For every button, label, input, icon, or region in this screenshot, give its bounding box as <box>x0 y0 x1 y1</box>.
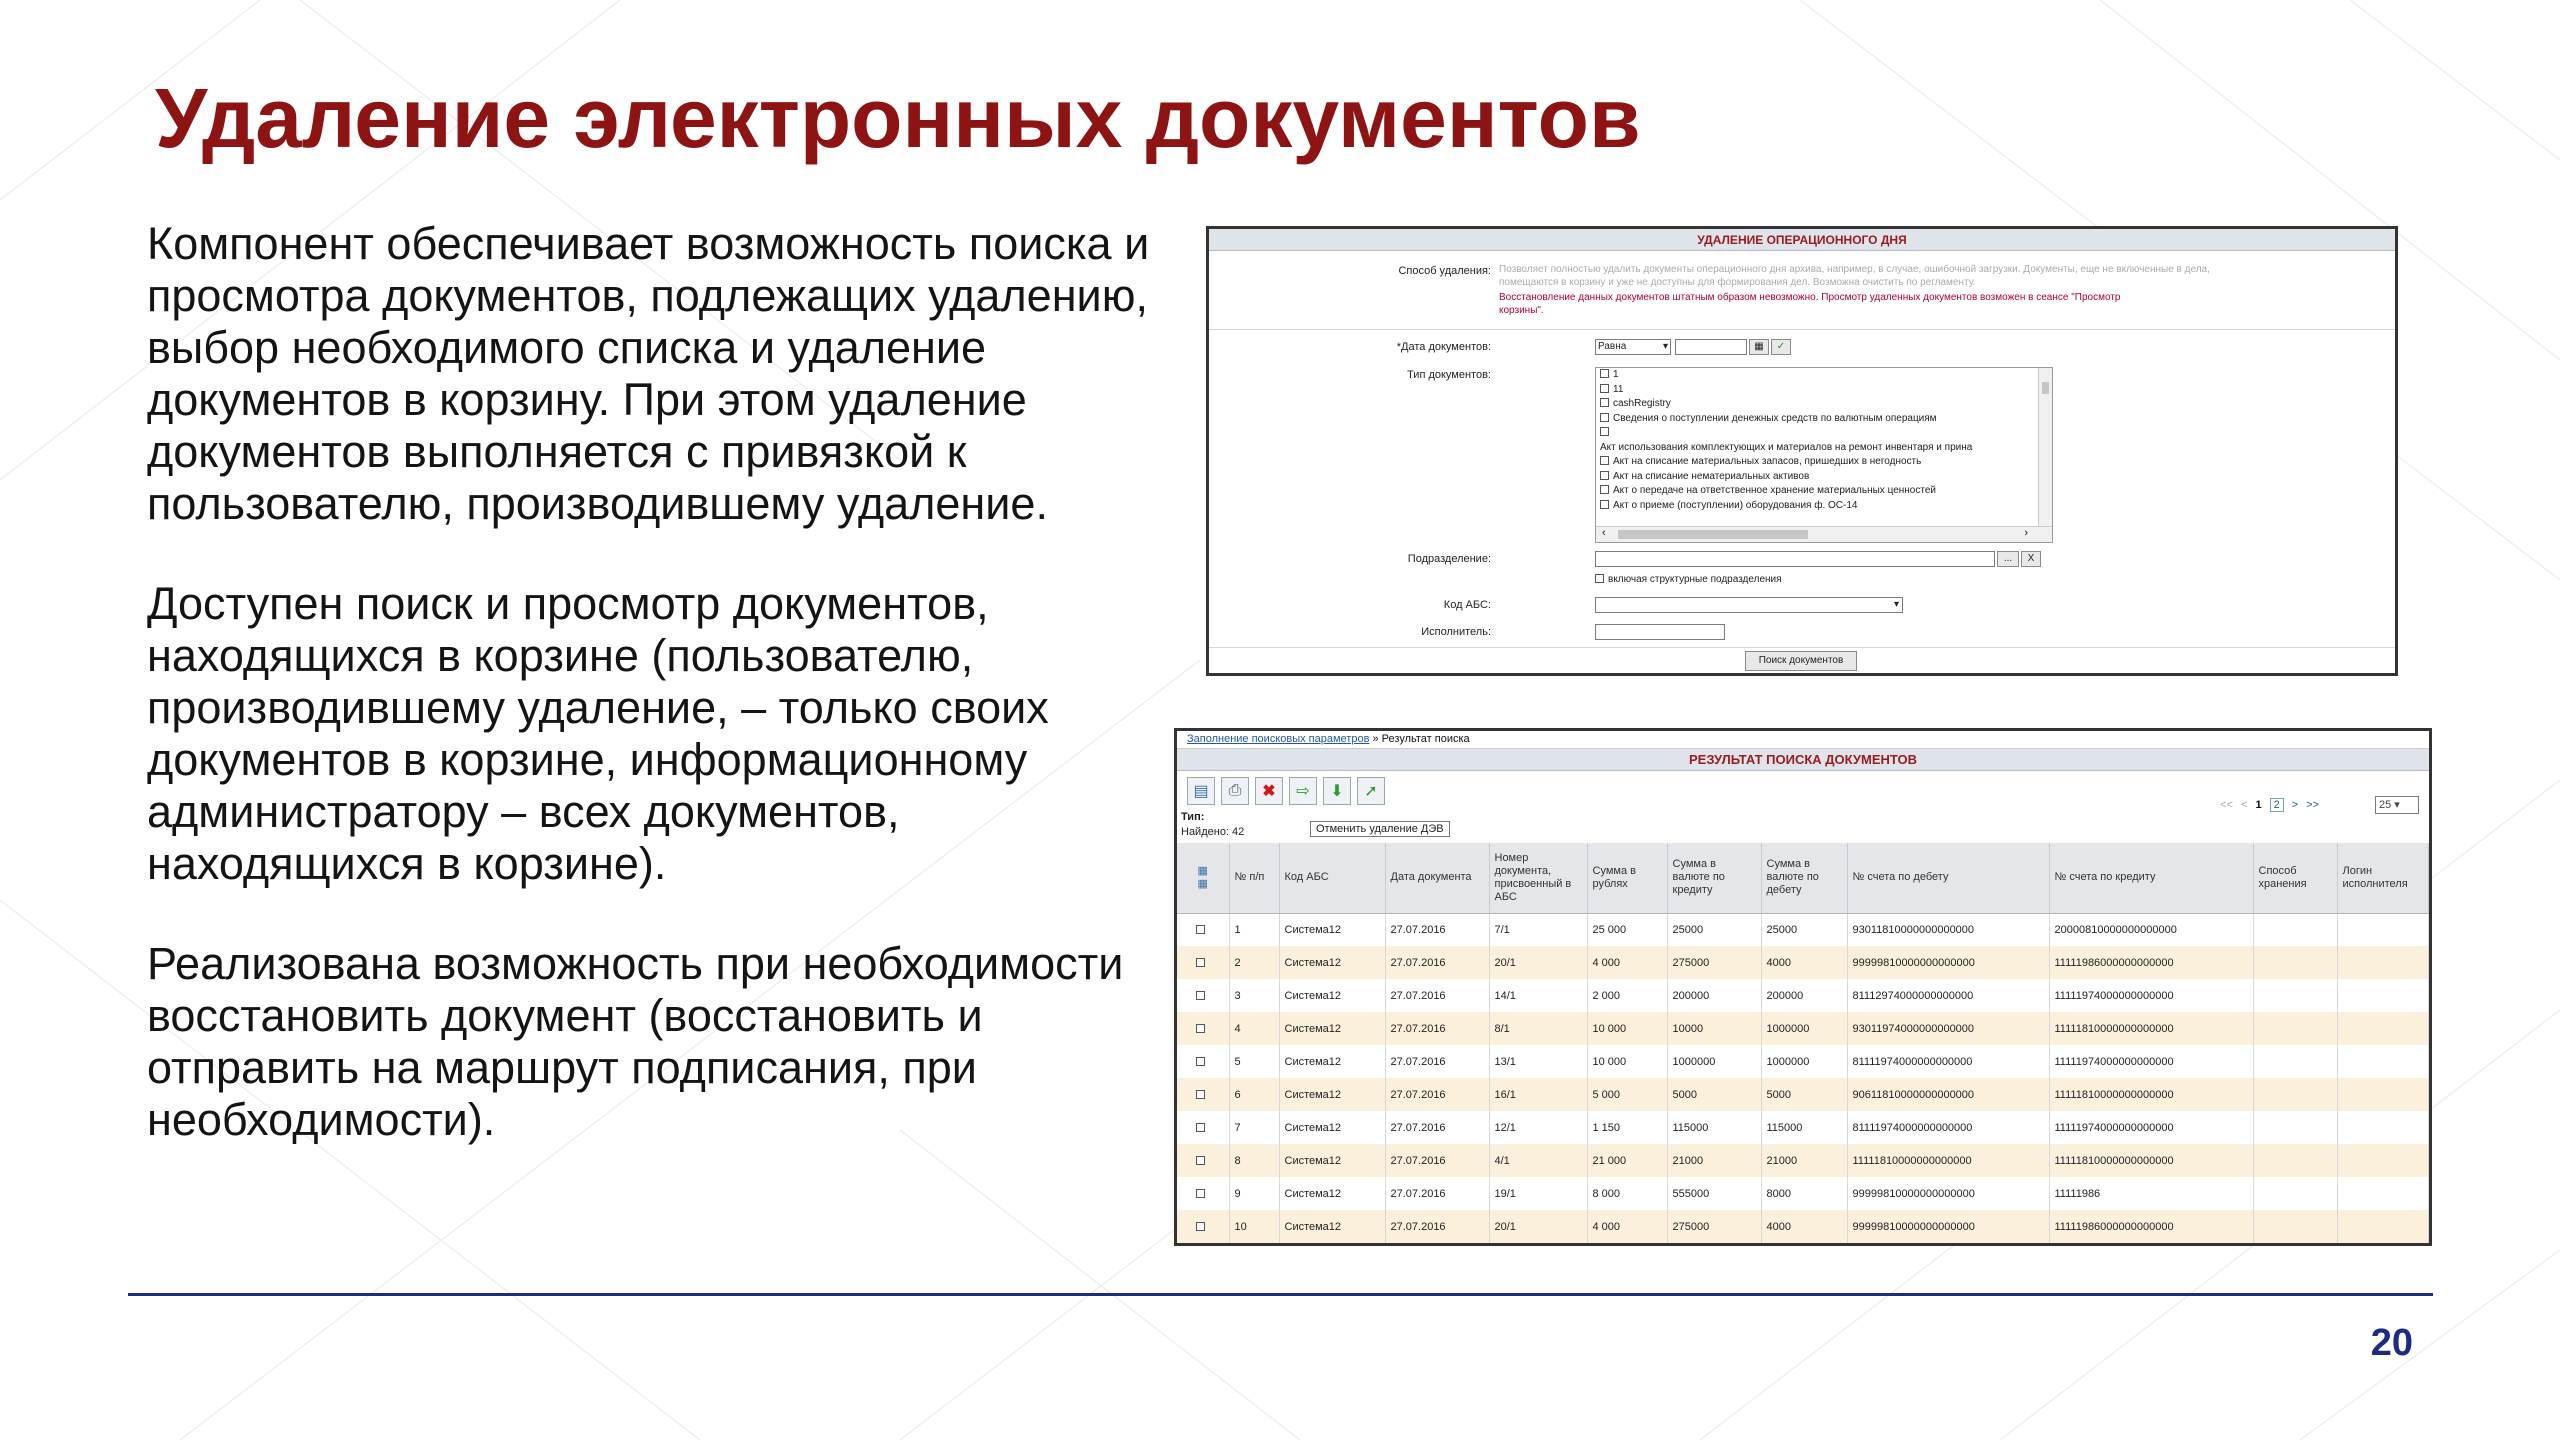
date-mode-select[interactable] <box>1595 339 1671 355</box>
table-cell: Система12 <box>1279 1012 1385 1045</box>
table-cell: 27.07.2016 <box>1385 1111 1489 1144</box>
column-header[interactable]: Сумма в валюте по кредиту <box>1667 843 1761 913</box>
divider <box>1209 329 2395 330</box>
table-cell: Система12 <box>1279 1144 1385 1177</box>
table-cell <box>2337 1144 2429 1177</box>
scroll-thumb[interactable] <box>1618 530 1808 539</box>
method-label: Способ удаления: <box>1398 265 1491 277</box>
table-cell: 4000 <box>1761 1210 1847 1243</box>
table-cell: 11111986000000000000 <box>2049 946 2253 979</box>
paragraph-1: Компонент обеспечивает возможность поиска и просмотра документов, подлежащих удалению, выбор необходимого списка и удаление документов в корзину. При этом удаление документов выполняется с привязкой к пользователю, производившему удаление. <box>147 218 1150 529</box>
row-checkbox[interactable] <box>1196 925 1205 934</box>
doctype-item[interactable]: Акт использования комплектующих и материалов на ремонт инвентаря и прина <box>1600 441 1973 453</box>
send-route-icon[interactable]: ➚ <box>1357 777 1385 805</box>
row-checkbox-cell[interactable] <box>1177 946 1229 979</box>
executor-label: Исполнитель: <box>1421 626 1491 638</box>
column-header[interactable]: Дата документа <box>1385 843 1489 913</box>
row-checkbox[interactable] <box>1196 1024 1205 1033</box>
table-cell <box>2337 1012 2429 1045</box>
doctype-item[interactable]: Акт на списание нематериальных активов <box>1596 470 2052 485</box>
table-cell: 27.07.2016 <box>1385 946 1489 979</box>
doctype-listbox[interactable] <box>1595 367 2053 543</box>
table-cell: 6 <box>1229 1078 1279 1111</box>
table-cell: 115000 <box>1667 1111 1761 1144</box>
table-row[interactable] <box>1177 1078 2429 1111</box>
row-checkbox-cell[interactable] <box>1177 979 1229 1012</box>
table-cell <box>2253 1177 2337 1210</box>
checkbox[interactable] <box>1600 369 1609 378</box>
table-cell: 10 000 <box>1587 1045 1667 1078</box>
table-row[interactable] <box>1177 1012 2429 1045</box>
table-cell: Система12 <box>1279 946 1385 979</box>
table-cell <box>2253 1144 2337 1177</box>
table-cell <box>2337 1210 2429 1243</box>
column-header[interactable]: Логин исполнителя <box>2337 843 2429 913</box>
checkbox[interactable] <box>1600 500 1609 509</box>
table-cell: 275000 <box>1667 946 1761 979</box>
table-cell: 21000 <box>1667 1144 1761 1177</box>
pager <box>2220 796 2419 814</box>
table-cell: 16/1 <box>1489 1078 1587 1111</box>
table-cell <box>2337 1177 2429 1210</box>
vertical-scrollbar[interactable] <box>2038 368 2052 528</box>
table-cell: Система12 <box>1279 1078 1385 1111</box>
table-cell: 5 000 <box>1587 1078 1667 1111</box>
checkbox[interactable] <box>1600 456 1609 465</box>
export-icon[interactable]: ⬇ <box>1323 777 1351 805</box>
breadcrumb-link[interactable]: Заполнение поисковых параметров <box>1187 733 1370 745</box>
table-cell <box>2337 979 2429 1012</box>
table-cell: 12/1 <box>1489 1111 1587 1144</box>
table-cell <box>2253 1045 2337 1078</box>
pager-first[interactable]: << <box>2220 799 2234 811</box>
table-cell: 20/1 <box>1489 946 1587 979</box>
table-cell: 99999810000000000000 <box>1847 1177 2049 1210</box>
table-cell: 81112974000000000000 <box>1847 979 2049 1012</box>
table-cell: 1000000 <box>1761 1012 1847 1045</box>
table-cell: 4000 <box>1761 946 1847 979</box>
pager-last[interactable]: >> <box>2306 799 2319 811</box>
table-cell: 20000810000000000000 <box>2049 913 2253 946</box>
table-cell: 10000 <box>1667 1012 1761 1045</box>
column-header[interactable]: Код АБС <box>1279 843 1385 913</box>
table-cell: 27.07.2016 <box>1385 1012 1489 1045</box>
results-header: РЕЗУЛЬТАТ ПОИСКА ДОКУМЕНТОВ <box>1177 749 2429 771</box>
executor-input[interactable] <box>1595 624 1725 640</box>
delete-day-form-screenshot <box>1206 226 2398 676</box>
paragraph-3: Реализована возможность при необходимости восстановить документ (восстановить и отправить на маршрут подписания, при необходимости). <box>147 938 1124 1145</box>
table-cell: 19/1 <box>1489 1177 1587 1210</box>
row-checkbox[interactable] <box>1196 1156 1205 1165</box>
table-cell: Система12 <box>1279 979 1385 1012</box>
search-documents-button[interactable]: Поиск документов <box>1745 651 1857 671</box>
table-cell: 1 150 <box>1587 1111 1667 1144</box>
row-checkbox[interactable] <box>1196 991 1205 1000</box>
table-cell: 1000000 <box>1667 1045 1761 1078</box>
table-cell: 25000 <box>1667 913 1761 946</box>
table-cell: 4 000 <box>1587 1210 1667 1243</box>
breadcrumb <box>1177 731 2429 749</box>
date-label: *Дата документов: <box>1396 341 1491 353</box>
row-checkbox[interactable] <box>1196 1189 1205 1198</box>
table-cell <box>2337 946 2429 979</box>
table-cell <box>2253 1210 2337 1243</box>
table-cell: 11111810000000000000 <box>2049 1012 2253 1045</box>
print-icon[interactable]: ⎙ <box>1221 777 1249 805</box>
horizontal-scrollbar[interactable] <box>1596 526 2052 542</box>
table-cell: 27.07.2016 <box>1385 979 1489 1012</box>
table-cell: 99999810000000000000 <box>1847 1210 2049 1243</box>
pager-page-1[interactable]: 1 <box>2255 799 2262 811</box>
table-cell: 11111986000000000000 <box>2049 1210 2253 1243</box>
column-header[interactable]: № счета по кредиту <box>2049 843 2253 913</box>
row-checkbox-cell[interactable] <box>1177 1045 1229 1078</box>
breadcrumb-separator: » <box>1372 733 1379 745</box>
form-header: УДАЛЕНИЕ ОПЕРАЦИОННОГО ДНЯ <box>1209 229 2395 251</box>
checkbox[interactable] <box>1600 413 1609 422</box>
table-cell: 7/1 <box>1489 913 1587 946</box>
tooltip: Отменить удаление ДЭВ <box>1310 821 1450 837</box>
table-cell: 81111974000000000000 <box>1847 1111 2049 1144</box>
table-cell: 5 <box>1229 1045 1279 1078</box>
doctype-item[interactable] <box>1596 426 2052 441</box>
table-cell <box>2337 1111 2429 1144</box>
table-cell: 555000 <box>1667 1177 1761 1210</box>
table-cell: Система12 <box>1279 1210 1385 1243</box>
body-text <box>147 218 1187 1194</box>
row-checkbox-cell[interactable] <box>1177 1210 1229 1243</box>
table-cell <box>2253 979 2337 1012</box>
table-cell: 7 <box>1229 1111 1279 1144</box>
pager-next[interactable]: > <box>2291 799 2299 811</box>
table-cell: 11111974000000000000 <box>2049 979 2253 1012</box>
doctype-label: Тип документов: <box>1407 369 1491 381</box>
type-label: Тип: <box>1181 811 1205 823</box>
table-cell: 275000 <box>1667 1210 1761 1243</box>
table-cell: 13/1 <box>1489 1045 1587 1078</box>
doctype-item[interactable]: 1 <box>1596 368 2052 383</box>
table-cell: 8000 <box>1761 1177 1847 1210</box>
abs-select[interactable] <box>1595 597 1903 613</box>
table-cell: 115000 <box>1761 1111 1847 1144</box>
method-note-grey-1: Позволяет полностью удалить документы операционного дня архива, например, в случае, ошибочной загрузки. Документы, еще не включенные в дела, <box>1499 264 2210 275</box>
table-cell: 4 000 <box>1587 946 1667 979</box>
table-cell: 99999810000000000000 <box>1847 946 2049 979</box>
delete-icon[interactable]: ✖ <box>1255 777 1283 805</box>
table-cell <box>2253 946 2337 979</box>
column-header[interactable]: № п/п <box>1229 843 1279 913</box>
table-cell: 25 000 <box>1587 913 1667 946</box>
chevron-left-icon[interactable]: ‹ <box>1602 527 1606 539</box>
row-checkbox-cell[interactable] <box>1177 1111 1229 1144</box>
table-cell: 5000 <box>1761 1078 1847 1111</box>
table-cell <box>2253 1078 2337 1111</box>
table-cell: 10 <box>1229 1210 1279 1243</box>
table-row[interactable] <box>1177 1144 2429 1177</box>
table-cell: 27.07.2016 <box>1385 1078 1489 1111</box>
division-browse-button[interactable]: ... <box>1997 551 2019 567</box>
row-checkbox[interactable] <box>1196 958 1205 967</box>
table-cell: 4 <box>1229 1012 1279 1045</box>
doctype-item[interactable]: Акт о передаче на ответственное хранение материальных ценностей <box>1596 484 2052 499</box>
breadcrumb-current: Результат поиска <box>1381 733 1470 745</box>
check-icon[interactable]: ✓ <box>1771 339 1791 355</box>
table-cell: 1000000 <box>1761 1045 1847 1078</box>
table-cell: 8 <box>1229 1144 1279 1177</box>
table-cell <box>2337 1078 2429 1111</box>
calendar-icon[interactable]: ▦ <box>1749 339 1769 355</box>
pager-page-2[interactable]: 2 <box>2270 798 2284 812</box>
doctype-item[interactable]: Акт о приеме (поступлении) оборудования ф. ОС-14 <box>1596 499 2052 514</box>
table-cell: 27.07.2016 <box>1385 1045 1489 1078</box>
paragraph-2: Доступен поиск и просмотр документов, находящихся в корзине (пользователю, производившему удаление, – только своих документов в корзине, информационному администратору – всех документов, находящихся в корзине). <box>147 578 1049 889</box>
table-cell: Система12 <box>1279 1111 1385 1144</box>
table-cell: 14/1 <box>1489 979 1587 1012</box>
doctype-item[interactable]: Сведения о поступлении денежных средств по валютным операциям <box>1596 412 2052 427</box>
checkbox[interactable] <box>1600 384 1609 393</box>
table-cell: 9 <box>1229 1177 1279 1210</box>
table-cell: 11111810000000000000 <box>2049 1078 2253 1111</box>
checkbox[interactable] <box>1600 471 1609 480</box>
table-cell: 1 <box>1229 913 1279 946</box>
table-cell: 11111974000000000000 <box>2049 1111 2253 1144</box>
table-cell: 4/1 <box>1489 1144 1587 1177</box>
table-cell <box>2337 1045 2429 1078</box>
table-cell: 8/1 <box>1489 1012 1587 1045</box>
column-header[interactable]: Сумма в валюте по дебету <box>1761 843 1847 913</box>
toolbar <box>1187 777 1385 809</box>
table-cell: 21 000 <box>1587 1144 1667 1177</box>
table-cell <box>2253 1012 2337 1045</box>
doctype-item[interactable]: Акт на списание материальных запасов, пришедших в негодность <box>1596 455 2052 470</box>
row-checkbox-cell[interactable] <box>1177 1078 1229 1111</box>
table-cell: 5000 <box>1667 1078 1761 1111</box>
table-cell <box>2337 913 2429 946</box>
results-table <box>1177 843 2429 1243</box>
table-cell: 11111810000000000000 <box>2049 1144 2253 1177</box>
row-checkbox[interactable] <box>1196 1222 1205 1231</box>
footer-divider <box>128 1293 2433 1296</box>
checkbox[interactable] <box>1600 427 1609 436</box>
view-document-icon[interactable]: ▤ <box>1187 777 1215 805</box>
table-cell: 11111810000000000000 <box>1847 1144 2049 1177</box>
table-row[interactable] <box>1177 946 2429 979</box>
table-cell: Система12 <box>1279 1045 1385 1078</box>
table-row[interactable] <box>1177 1210 2429 1243</box>
method-note-red-1: Восстановление данных документов штатным образом невозможно. Просмотр удаленных документов возможен в сеансе "Просмотр <box>1499 292 2121 303</box>
table-row[interactable] <box>1177 1111 2429 1144</box>
column-header[interactable]: Номер документа, присвоенный в АБС <box>1489 843 1587 913</box>
table-cell: 2 000 <box>1587 979 1667 1012</box>
table-cell: 81111974000000000000 <box>1847 1045 2049 1078</box>
table-cell: 27.07.2016 <box>1385 1210 1489 1243</box>
table-row[interactable] <box>1177 979 2429 1012</box>
search-results-screenshot <box>1174 728 2432 1246</box>
include-sub-option[interactable]: включая структурные подразделения <box>1595 573 1782 585</box>
table-cell: 27.07.2016 <box>1385 1144 1489 1177</box>
table-cell: 25000 <box>1761 913 1847 946</box>
table-cell: 93011974000000000000 <box>1847 1012 2049 1045</box>
table-cell: 3 <box>1229 979 1279 1012</box>
table-row[interactable] <box>1177 913 2429 946</box>
table-cell: 200000 <box>1761 979 1847 1012</box>
division-input[interactable] <box>1595 551 1995 567</box>
column-header[interactable]: Способ хранения <box>2253 843 2337 913</box>
row-checkbox[interactable] <box>1196 1090 1205 1099</box>
table-cell: 200000 <box>1667 979 1761 1012</box>
doctype-item[interactable]: cashRegistry <box>1596 397 2052 412</box>
restore-icon[interactable]: ⇨ <box>1289 777 1317 805</box>
table-cell: 11111986 <box>2049 1177 2253 1210</box>
chevron-down-icon: ▾ <box>1893 599 1899 610</box>
select-all-icon[interactable]: ▦ ▦ <box>1177 843 1229 913</box>
checkbox[interactable] <box>1600 398 1609 407</box>
table-cell: 8 000 <box>1587 1177 1667 1210</box>
method-note-grey-2: помещаются в корзину и уже не доступны для формирования дел. Возможна очистить по регламенту. <box>1499 277 1976 288</box>
table-cell: 2 <box>1229 946 1279 979</box>
pager-prev[interactable]: < <box>2241 799 2248 811</box>
table-cell: 93011810000000000000 <box>1847 913 2049 946</box>
table-cell: 90611810000000000000 <box>1847 1078 2049 1111</box>
table-cell: 27.07.2016 <box>1385 1177 1489 1210</box>
row-checkbox[interactable] <box>1196 1057 1205 1066</box>
division-label: Подразделение: <box>1407 553 1491 565</box>
table-cell <box>2253 1111 2337 1144</box>
chevron-down-icon: ▾ <box>1662 341 1668 352</box>
per-page-select[interactable]: 25 ▾ <box>2375 796 2419 814</box>
row-checkbox-cell[interactable] <box>1177 913 1229 946</box>
found-count: Найдено: 42 <box>1181 826 1245 838</box>
table-cell: 11111974000000000000 <box>2049 1045 2253 1078</box>
row-checkbox-cell[interactable] <box>1177 1012 1229 1045</box>
date-mode-value: Равна <box>1598 341 1627 352</box>
row-checkbox-cell[interactable] <box>1177 1144 1229 1177</box>
date-input[interactable] <box>1675 339 1747 355</box>
table-cell: 27.07.2016 <box>1385 913 1489 946</box>
table-cell: 10 000 <box>1587 1012 1667 1045</box>
chevron-right-icon[interactable]: › <box>2024 527 2028 539</box>
doctype-item[interactable]: 11 <box>1596 383 2052 398</box>
checkbox[interactable] <box>1595 574 1604 583</box>
row-checkbox-cell[interactable] <box>1177 1177 1229 1210</box>
table-row[interactable] <box>1177 1177 2429 1210</box>
abs-label: Код АБС: <box>1443 599 1491 611</box>
division-clear-button[interactable]: X <box>2021 551 2041 567</box>
table-cell <box>2253 913 2337 946</box>
page-number: 20 <box>2370 1322 2413 1364</box>
slide-title: Удаление электронных документов <box>155 71 1641 165</box>
column-header[interactable]: № счета по дебету <box>1847 843 2049 913</box>
checkbox[interactable] <box>1600 485 1609 494</box>
column-header[interactable]: Сумма в рублях <box>1587 843 1667 913</box>
method-note-red-2: корзины". <box>1499 305 1544 316</box>
table-cell: Система12 <box>1279 913 1385 946</box>
table-cell: Система12 <box>1279 1177 1385 1210</box>
table-cell: 20/1 <box>1489 1210 1587 1243</box>
table-cell: 21000 <box>1761 1144 1847 1177</box>
table-row[interactable] <box>1177 1045 2429 1078</box>
row-checkbox[interactable] <box>1196 1123 1205 1132</box>
